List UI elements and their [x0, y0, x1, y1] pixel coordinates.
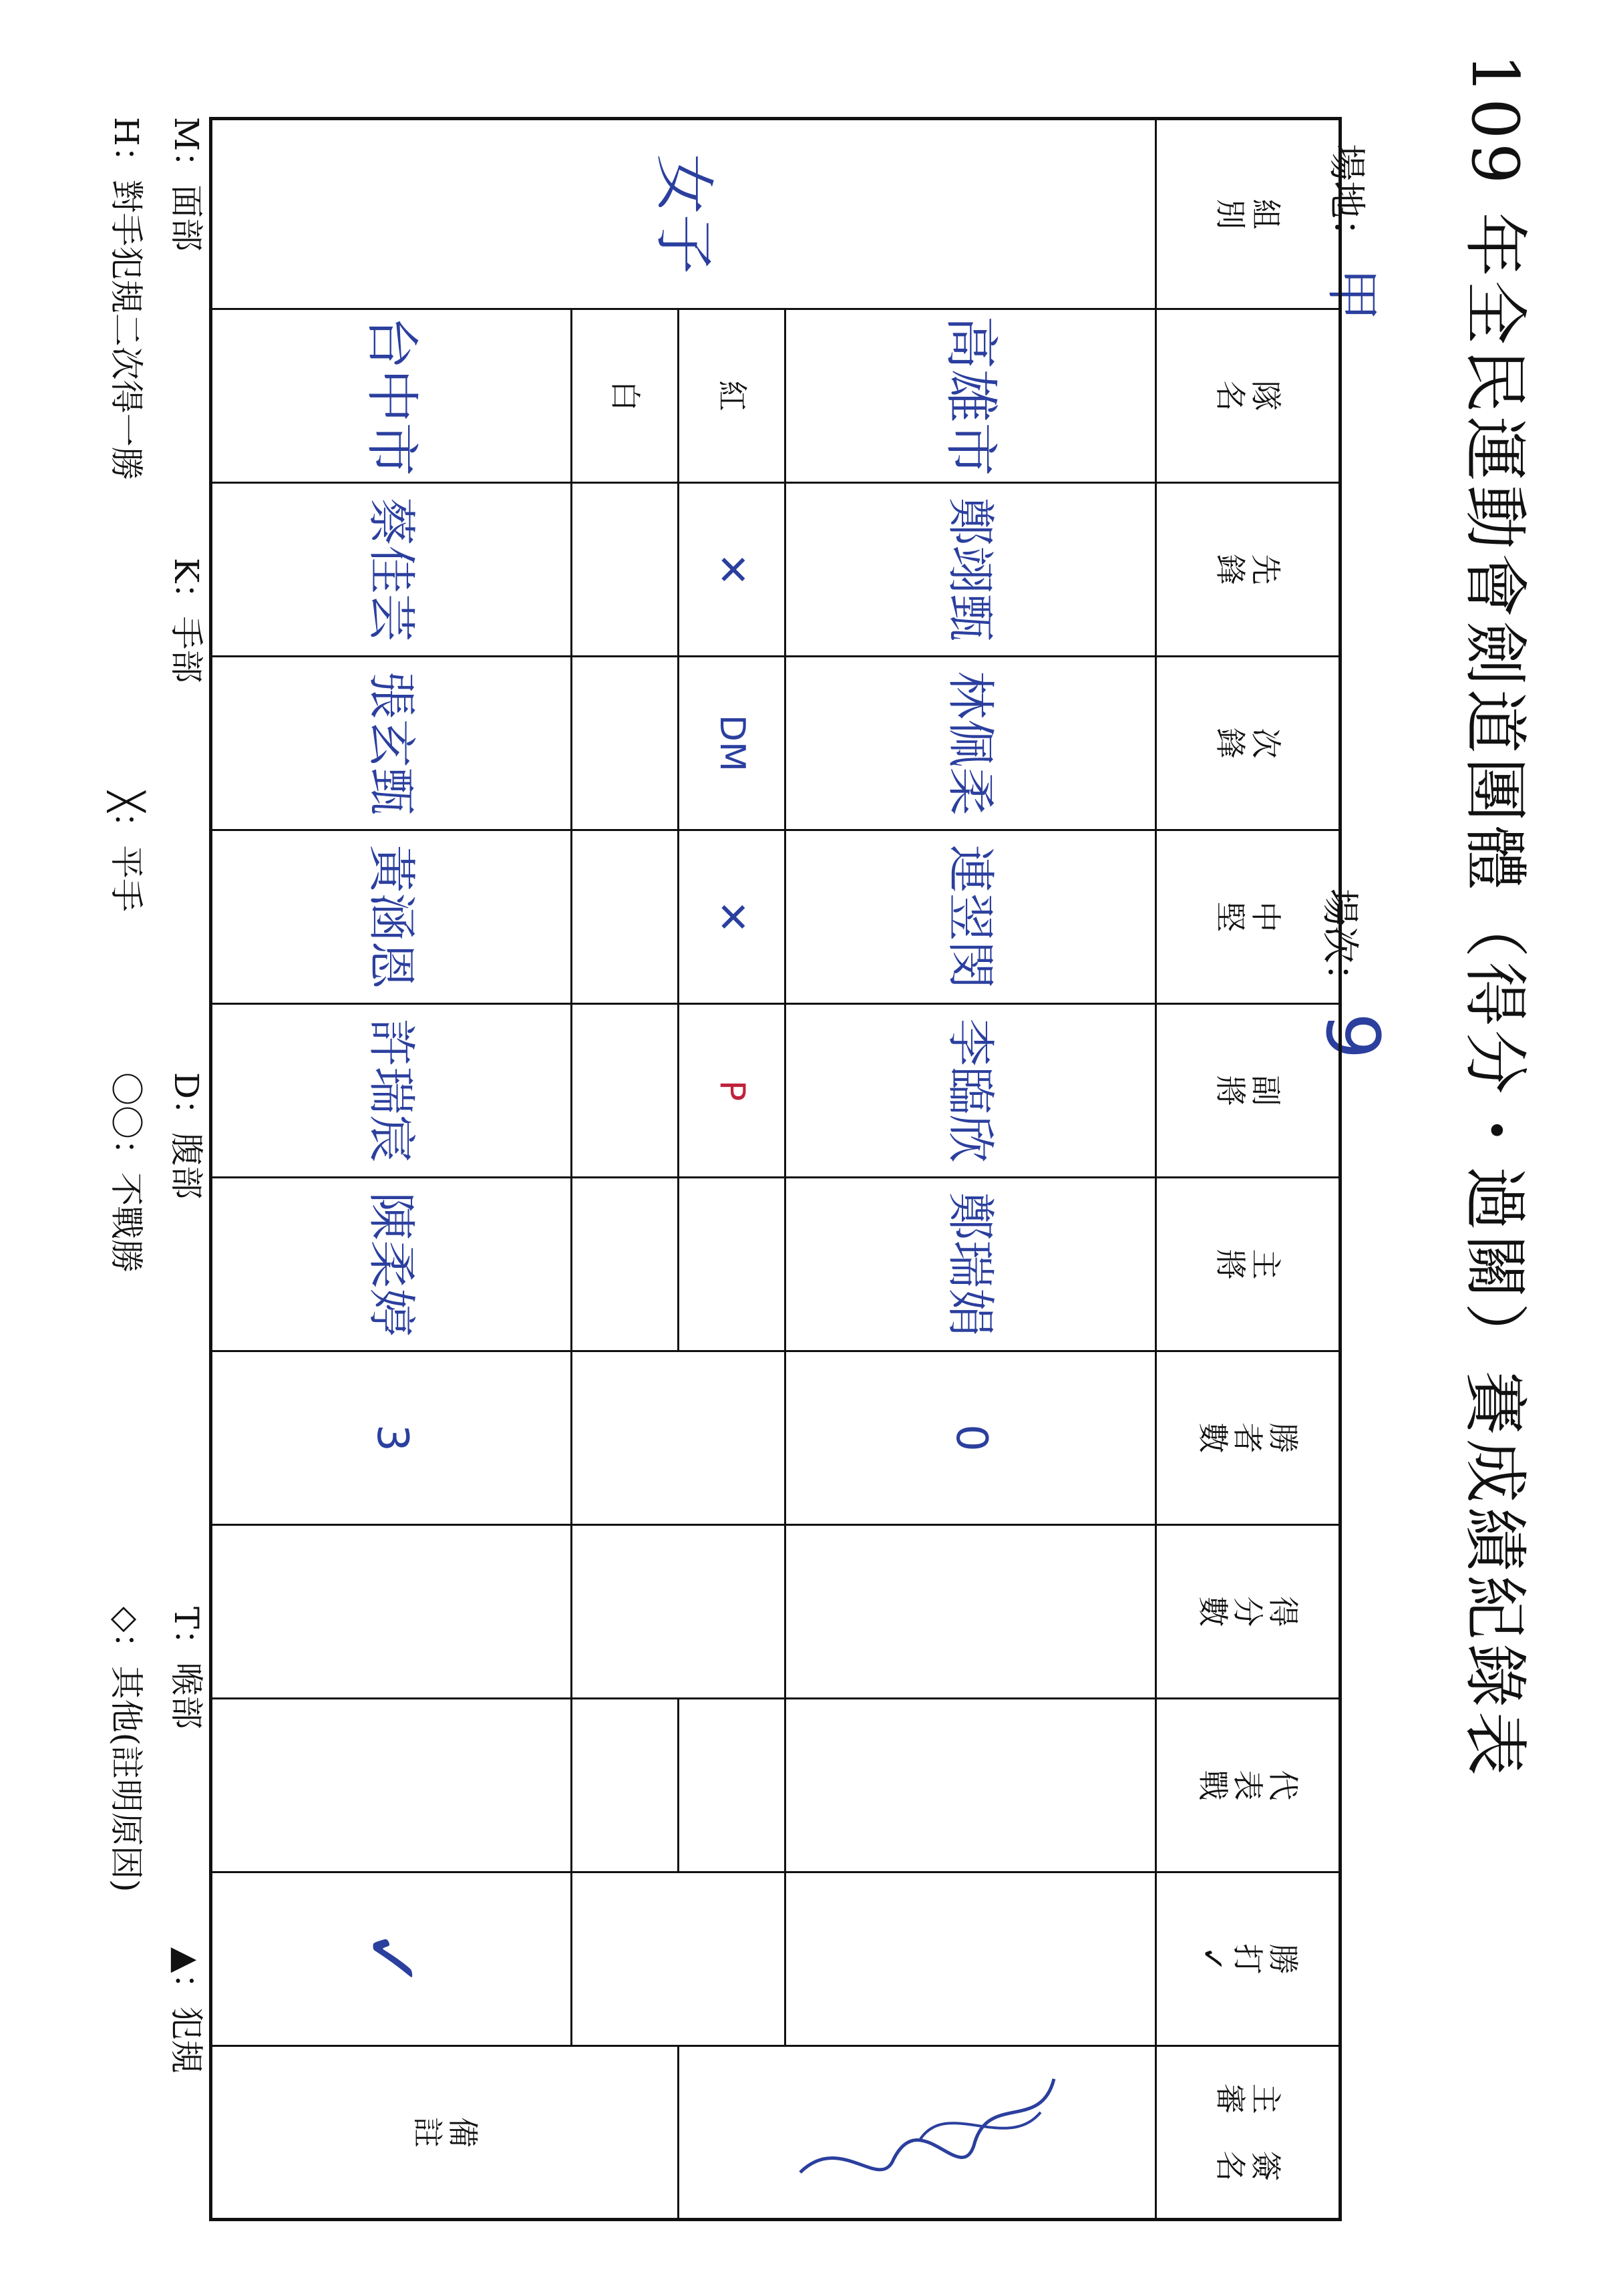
- team1-win-mark: [785, 1872, 1156, 2046]
- senpo-bout-mark: ✕: [679, 483, 785, 657]
- team2-senpo: 蔡佳芸: [211, 483, 572, 657]
- venue-value: 甲: [1321, 267, 1383, 321]
- team2-fukusho: 許瑞宸: [211, 1004, 572, 1178]
- header-row: [1156, 119, 1340, 2220]
- legend-fusen: 〇〇：不戰勝: [107, 1072, 146, 1273]
- points-header: 得 分 數: [1194, 1596, 1302, 1627]
- venue-label: 場地：: [1324, 144, 1368, 256]
- team1-senpo: 鄭翊甄: [785, 483, 1156, 657]
- group-header: 組 別: [1212, 198, 1284, 230]
- taisho-white: [572, 1178, 679, 1351]
- legend-h: H：對手犯規二次得一勝: [107, 117, 146, 480]
- fukusho-header: 副 將: [1212, 1075, 1284, 1106]
- team1-name: 高雄市: [940, 315, 1002, 476]
- team-header: 隊 名: [1212, 380, 1284, 412]
- taisho-header: 主 將: [1212, 1249, 1284, 1280]
- team2-daihyosen: [211, 1699, 572, 1872]
- legend-k: K：手部: [167, 558, 206, 683]
- legend-other: ◇：其他(註明原因): [107, 1607, 146, 1893]
- senpo-header: 先 鋒: [1212, 554, 1284, 585]
- red-label: 紅: [679, 309, 785, 483]
- round-value: 9: [1310, 1012, 1395, 1059]
- team2-row: [211, 119, 572, 2220]
- white-label: 白: [572, 309, 679, 483]
- page-title: 109 年全民運動會劍道團體（得分・過關）賽成績紀錄表: [1457, 53, 1532, 1780]
- team2-winners: 3: [211, 1351, 572, 1525]
- senpo-white: [572, 483, 679, 657]
- daihyosen-red: [679, 1699, 785, 1872]
- jiho-white: [572, 657, 679, 830]
- win-mark-mid: [572, 1872, 785, 2046]
- score-table: [209, 117, 1342, 2221]
- group-cell: 女子: [211, 119, 1156, 309]
- legend-foul: ▲：犯規: [167, 1947, 206, 2074]
- signature-header: 簽 名: [1212, 2150, 1284, 2182]
- team2-name: 台中市: [361, 315, 423, 476]
- team2-chuken: 黃涵恩: [211, 830, 572, 1004]
- chuken-white: [572, 830, 679, 1004]
- daihyosen-white: [572, 1699, 679, 1872]
- remarks-header: 備 註: [409, 2117, 481, 2148]
- winners-mid: [572, 1351, 785, 1525]
- team1-row: [785, 119, 1156, 2220]
- red-row: [679, 119, 785, 2220]
- daihyosen-header: 代 表 戰: [1194, 1770, 1302, 1801]
- chuken-bout-mark: ✕: [679, 830, 785, 1004]
- team1-chuken: 連翌閔: [785, 830, 1156, 1004]
- legend-t: T：喉部: [167, 1607, 206, 1730]
- round-label: 場次：: [1318, 888, 1361, 1001]
- signature-scribble: [760, 2052, 1081, 2212]
- legend-m: M：面部: [167, 117, 206, 252]
- remarks-cell: [211, 2046, 679, 2220]
- chuken-header: 中 堅: [1212, 901, 1284, 933]
- fukusho-white: [572, 1004, 679, 1178]
- winners-header: 勝 者 數: [1194, 1422, 1302, 1454]
- jiho-header: 次 鋒: [1212, 727, 1284, 759]
- fukusho-bout-mark: P: [679, 1004, 785, 1178]
- team1-points: [785, 1525, 1156, 1699]
- team1-taisho: 鄭瑞娟: [785, 1178, 1156, 1351]
- points-mid: [572, 1525, 785, 1699]
- legend-d: D：腹部: [167, 1072, 206, 1200]
- referee-signature: [679, 2046, 1156, 2220]
- team2-taisho: 陳柔婷: [211, 1178, 572, 1351]
- team1-fukusho: 李臨欣: [785, 1004, 1156, 1178]
- taisho-bout-mark: [679, 1178, 785, 1351]
- team1-winners: 0: [785, 1351, 1156, 1525]
- team2-win-check: ✓: [211, 1872, 572, 2046]
- team2-points: [211, 1525, 572, 1699]
- team1-daihyosen: [785, 1699, 1156, 1872]
- legend-draw: ╳：平手: [107, 792, 146, 913]
- win-mark-header: 勝 打 ✓: [1194, 1943, 1302, 1975]
- team2-jiho: 張玄甄: [211, 657, 572, 830]
- referee-header: 主 審: [1212, 2083, 1284, 2114]
- team1-jiho: 林佩柔: [785, 657, 1156, 830]
- jiho-bout-mark: DM: [679, 657, 785, 830]
